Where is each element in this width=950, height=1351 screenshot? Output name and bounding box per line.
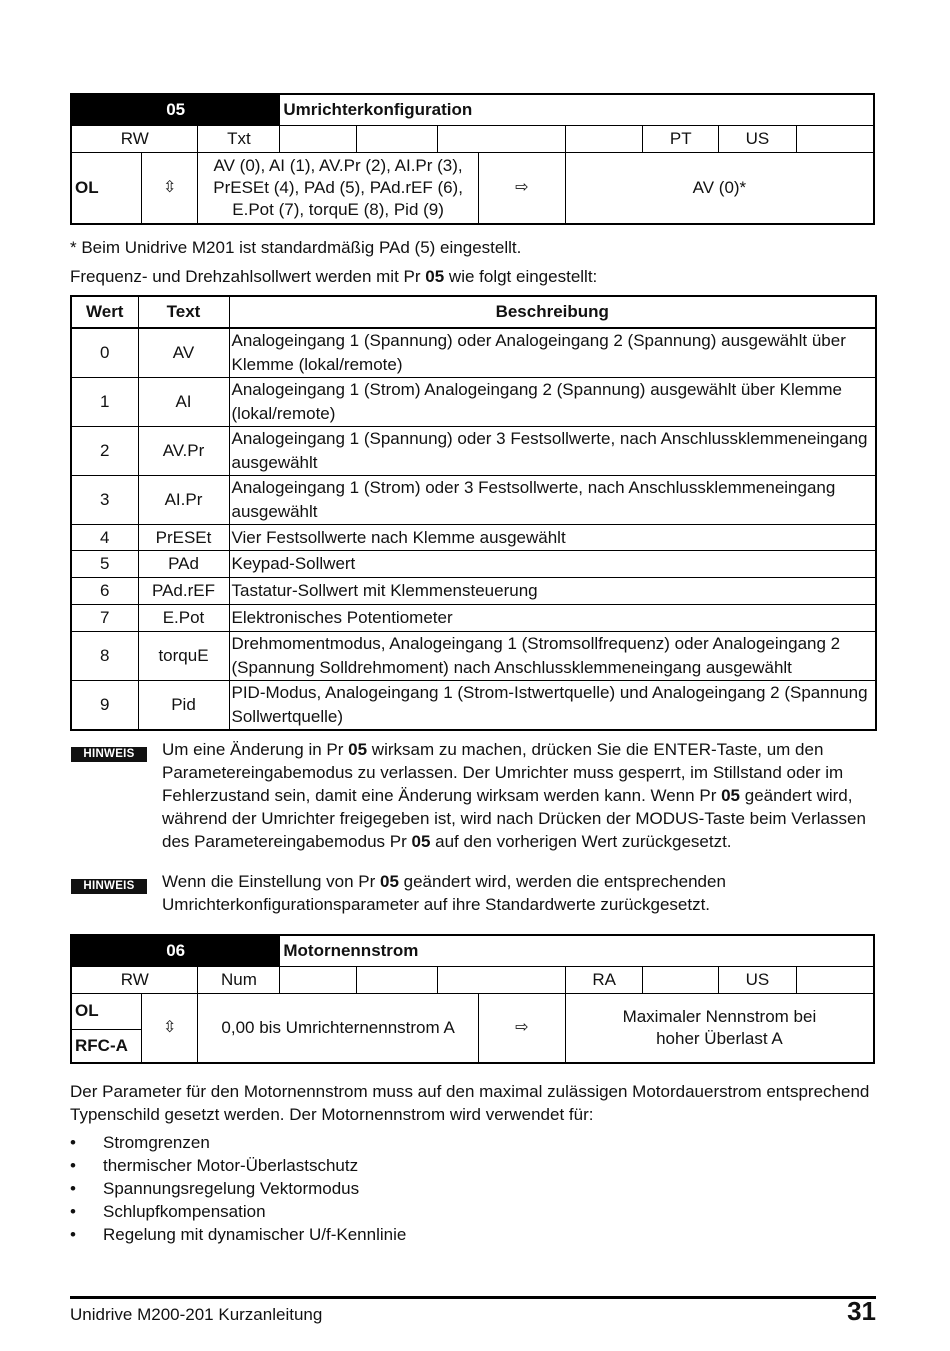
row-desc: Analogeingang 1 (Strom) oder 3 Festsollwerte, nach Anschlussklemmeneingang ausgewählt [229,476,876,525]
param-title: Umrichterkonfiguration [280,94,874,125]
list-item [70,1131,406,1154]
note-text-part: auf den vorherigen Wert zurückgesetzt. [430,832,732,851]
attr-cell [796,125,874,152]
note-text-part: wirksam zu machen, drücken Sie die ENTER-Taste, um den Parametereingabemodus zu verlassen. Der Umrichter muss gesperrt, im Stillstand oder im Fehlerzustand sein, damit eine Änderung wirksam werden kann. Wenn Pr [162,740,844,805]
list-item-text: Schlupfkompensation [103,1202,266,1221]
row-text: AI [138,378,229,427]
default-arrow-icon-glyph: ⇨ [515,1019,529,1037]
default-arrow-icon [478,152,565,224]
row-text: PrESEt [138,525,229,551]
list-item [70,1177,406,1200]
range-line: AV (0), AI (1), AV.Pr (2), AI.Pr (3), [213,155,463,175]
table-row [71,476,876,525]
row-text: PAd.rEF [138,578,229,605]
list-item [70,1154,406,1177]
row-desc: Elektronisches Potentiometer [229,605,876,632]
row-wert: 1 [71,378,138,427]
footer-title: Unidrive M200-201 Kurzanleitung [70,1305,323,1324]
note-badge: HINWEIS [71,747,147,762]
row-desc: Keypad-Sollwert [229,551,876,578]
table-row [71,605,876,632]
row-desc: Analogeingang 1 (Spannung) oder Analogeingang 2 (Spannung) ausgewählt über Klemme (lokal/remote) [229,328,876,378]
row-wert: 9 [71,681,138,731]
row-text: Pid [138,681,229,731]
attr-cell: RA [565,966,643,993]
table-row [71,427,876,476]
range-line: E.Pot (7), torquE (8), Pid (9) [232,199,444,219]
note-text-bold: 05 [348,740,368,759]
bipolar-arrow-icon [141,993,198,1063]
note-text-part: Um eine Änderung in Pr [162,740,349,759]
row-desc: PID-Modus, Analogeingang 1 (Strom-Istwertquelle) und Analogeingang 2 (Spannung Sollwertquelle) [229,681,876,731]
row-desc: Drehmomentmodus, Analogeingang 1 (Stromsollfrequenz) oder Analogeingang 2 (Spannung Solldrehmoment) nach Anschlussklemmeneingang ausgewählt [229,632,876,681]
table-row [71,525,876,551]
attr-cell: Txt [198,125,280,152]
body-text: Der Parameter für den Motornennstrom muss auf den maximal zulässigen Motordauerstrom entsprechend Typenschild gesetzt werden. Der Motornennstrom wird verwendet für: [70,1082,870,1124]
param-number: 05 [71,94,280,125]
bullet-icon: • [70,1202,76,1221]
row-wert: 2 [71,427,138,476]
attr-cell [437,125,565,152]
row-text: AV [138,328,229,378]
table-row [71,632,876,681]
header-text: Text [138,296,229,328]
note-text-bold: 05 [411,832,431,851]
attr-cell [796,966,874,993]
list-item [70,1200,406,1223]
footer-divider [70,1296,876,1299]
note-text-bold: 05 [721,786,741,805]
note-text-bold: 05 [379,872,399,891]
range-cell: 0,00 bis Umrichternennstrom A [198,993,478,1063]
default-arrow-icon-glyph: ⇨ [515,179,529,197]
mode-label: RFC-A [71,1029,141,1063]
mode-label: OL [71,152,141,224]
list-item-text: Stromgrenzen [103,1133,210,1152]
note-text [162,870,882,916]
footnote: * Beim Unidrive M201 ist standardmäßig PAd (5) eingestellt. [70,238,522,257]
attr-cell: US [719,966,797,993]
row-text: PAd [138,551,229,578]
param-05-table [70,93,875,225]
header-wert: Wert [71,296,138,328]
row-wert: 0 [71,328,138,378]
note-text-part: Wenn die Einstellung von Pr [162,872,380,891]
row-wert: 3 [71,476,138,525]
attr-cell [565,125,643,152]
row-text: E.Pot [138,605,229,632]
attr-cell [280,125,357,152]
row-wert: 4 [71,525,138,551]
attr-cell: Num [198,966,280,993]
list-item-text: thermischer Motor-Überlastschutz [103,1156,359,1175]
attr-cell [643,966,719,993]
bipolar-arrow-icon-glyph: ⇳ [162,179,177,197]
attr-cell [437,966,565,993]
row-wert: 8 [71,632,138,681]
param-number: 06 [71,935,280,966]
row-text: AV.Pr [138,427,229,476]
list-item [70,1223,406,1246]
bullet-icon: • [70,1156,76,1175]
table-row [71,378,876,427]
default-arrow-icon [478,993,565,1063]
header-beschreibung: Beschreibung [229,296,876,328]
row-wert: 6 [71,578,138,605]
range-cell [198,152,478,224]
intro-text-bold: 05 [425,267,445,286]
table-row [71,578,876,605]
row-desc: Vier Festsollwerte nach Klemme ausgewählt [229,525,876,551]
list-item-text: Spannungsregelung Vektormodus [103,1179,360,1198]
table-row [71,551,876,578]
list-item-text: Regelung mit dynamischer U/f-Kennlinie [103,1225,407,1244]
row-text: AI.Pr [138,476,229,525]
param-title: Motornennstrom [280,935,874,966]
bipolar-arrow-icon [141,152,198,224]
intro-text-part: wie folgt eingestellt: [444,267,598,286]
attr-cell: RW [71,966,198,993]
bullet-icon: • [70,1133,76,1152]
attr-cell: PT [643,125,719,152]
table-row [71,681,876,731]
note-text-part: geändert wird, werden die entsprechenden Umrichterkonfigurationsparameter auf ihre Standardwerte zurückgesetzt. [162,872,726,914]
note-text-part: geändert wird, während der Umrichter freigegeben ist, wird nach Drücken der MODUS-Taste beim Verlassen des Parametereingabemodus Pr [162,786,866,851]
intro-text-part: Frequenz- und Drehzahlsollwert werden mit Pr [70,267,426,286]
default-line: Maximaler Nennstrom bei [622,1006,817,1026]
bullet-icon: • [70,1225,76,1244]
attr-cell: RW [71,125,198,152]
page-number: 31 [847,1296,876,1326]
default-value: AV (0)* [565,152,874,224]
row-wert: 5 [71,551,138,578]
attr-cell [356,966,437,993]
note-badge: HINWEIS [71,879,147,894]
row-desc: Analogeingang 1 (Strom) Analogeingang 2 (Spannung) ausgewählt über Klemme (lokal/remote) [229,378,876,427]
attr-cell: US [719,125,797,152]
note-text [162,738,882,853]
bullet-list [70,1131,406,1246]
value-table [70,295,877,731]
param-06-table [70,934,875,1064]
table-row [71,328,876,378]
default-value [565,993,874,1063]
intro-text [70,265,880,288]
bullet-icon: • [70,1179,76,1198]
row-desc: Analogeingang 1 (Spannung) oder 3 Festsollwerte, nach Anschlussklemmeneingang ausgewählt [229,427,876,476]
mode-label: OL [71,993,141,1029]
attr-cell [280,966,357,993]
default-line: hoher Überlast A [656,1028,783,1048]
row-desc: Tastatur-Sollwert mit Klemmensteuerung [229,578,876,605]
row-wert: 7 [71,605,138,632]
attr-cell [356,125,437,152]
bipolar-arrow-icon-glyph: ⇳ [162,1019,177,1037]
range-line: PrESEt (4), PAd (5), PAd.rEF (6), [213,177,463,197]
row-text: torquE [138,632,229,681]
